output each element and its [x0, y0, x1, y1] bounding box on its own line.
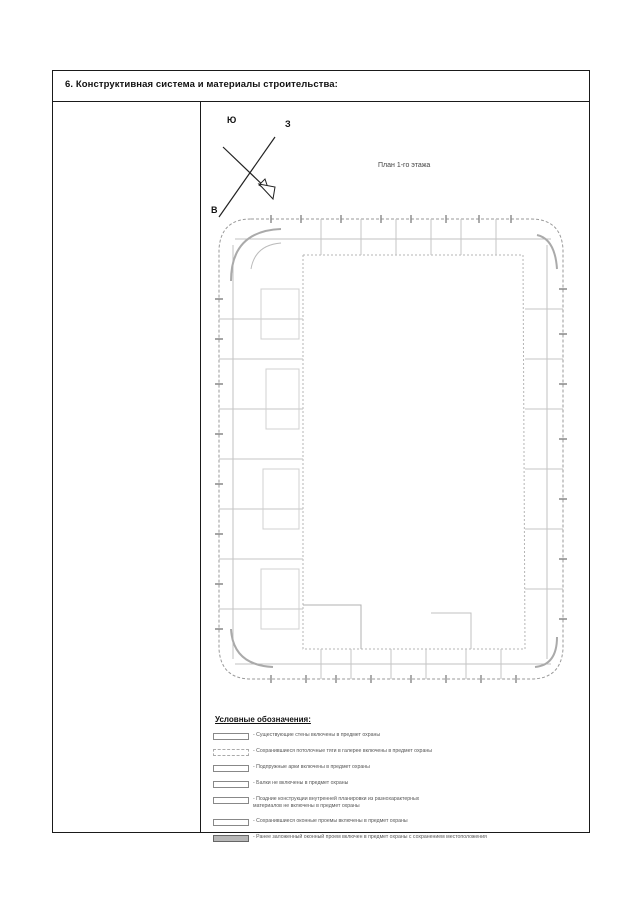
legend-text: - Сохранившиеся потолочные тяги в галерее включены в предмет охраны — [253, 748, 432, 754]
legend — [213, 715, 585, 849]
legend-swatch — [213, 797, 249, 804]
legend-swatch — [213, 749, 249, 756]
compass-west-label: З — [285, 119, 291, 129]
legend-title: Условные обозначения: — [215, 715, 311, 724]
legend-item — [213, 833, 585, 847]
legend-item — [213, 763, 585, 777]
floor-plan-drawing — [211, 209, 571, 689]
column-divider — [200, 101, 201, 832]
legend-item — [213, 731, 585, 745]
legend-swatch — [213, 819, 249, 826]
section-header — [53, 71, 589, 102]
legend-text: - Балки не включены в предмет охраны — [253, 780, 349, 786]
legend-swatch — [213, 835, 249, 842]
legend-item — [213, 817, 585, 831]
legend-swatch — [213, 781, 249, 788]
compass-east-label: В — [211, 205, 218, 215]
legend-text: - Подпружные арки включены в предмет охраны — [253, 764, 370, 770]
document-sheet — [52, 70, 590, 840]
legend-text: - Ранее заложенный оконный проем включен в предмет охраны с сохранением местоположения — [253, 834, 487, 840]
legend-text: - Поздние конструкции внутренней планировки из разнохарактерных материалов не включены в предмет охраны — [253, 796, 420, 809]
legend-swatch — [213, 733, 249, 740]
legend-item — [213, 747, 585, 761]
legend-text: - Сохранившиеся оконные проемы включены в предмет охраны — [253, 818, 408, 824]
legend-swatch — [213, 765, 249, 772]
legend-item — [213, 779, 585, 793]
legend-item — [213, 795, 585, 815]
section-title: 6. Конструктивная система и материалы строительства: — [65, 79, 338, 90]
plan-title: План 1-го этажа — [378, 162, 431, 169]
legend-text: - Существующие стены включены в предмет охраны — [253, 732, 381, 738]
compass-south-label: Ю — [227, 115, 237, 125]
